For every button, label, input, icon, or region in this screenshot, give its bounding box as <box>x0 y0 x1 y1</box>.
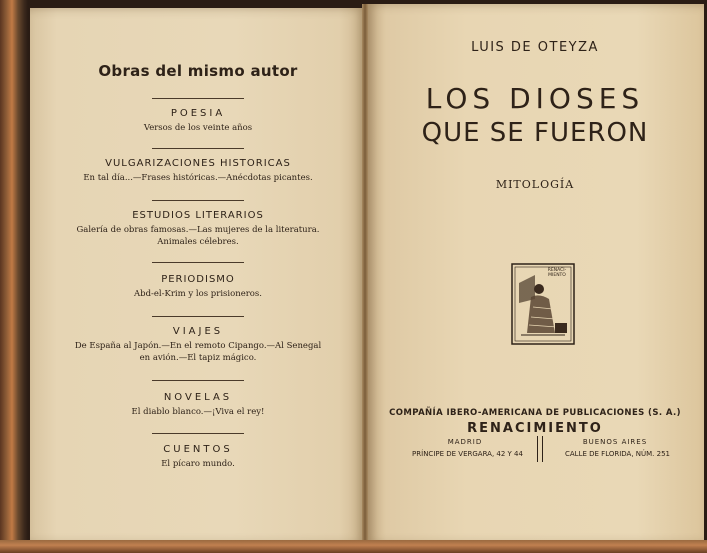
section-title: VULGARIZACIONES HISTORICAS <box>105 158 291 169</box>
section-title: VIAJES <box>172 326 224 337</box>
emblem-label: RENACI-MIENTO <box>547 268 567 278</box>
address-madrid: PRÍNCIPE DE VERGARA, 42 Y 44 <box>412 450 523 458</box>
section-cuentos <box>30 444 366 470</box>
section-periodismo <box>30 274 366 300</box>
section-line: De España al Japón.—En el remoto Cipango.—Al Senegal <box>74 341 322 351</box>
book-bottom-edge <box>0 540 707 553</box>
book-title-line2: QUE SE FUERON <box>421 118 649 148</box>
divider <box>152 433 244 434</box>
section-title: NOVELAS <box>163 392 233 403</box>
section-title: POESIA <box>170 108 226 119</box>
divider <box>152 148 244 149</box>
section-line: El pícaro mundo. <box>161 459 235 469</box>
section-line: en avión.—El tapiz mágico. <box>139 353 257 363</box>
section-line: Versos de los veinte años <box>143 123 253 133</box>
publisher-imprint: RENACIMIENTO <box>467 421 603 436</box>
city-buenos-aires: BUENOS AIRES <box>582 438 648 446</box>
section-title: CUENTOS <box>163 444 233 455</box>
divider <box>152 200 244 201</box>
divider <box>152 98 244 99</box>
section-title: PERIODISMO <box>161 274 235 285</box>
section-line: Animales célebres. <box>157 237 239 247</box>
section-title: ESTUDIOS LITERARIOS <box>132 210 264 221</box>
section-estudios <box>30 210 366 248</box>
divider <box>152 316 244 317</box>
book-title-line1: LOS DIOSES <box>425 82 645 115</box>
section-line: El diablo blanco.—¡Viva el rey! <box>131 407 265 417</box>
address-divider <box>537 436 543 462</box>
section-line: Abd-el-Krim y los prisioneros. <box>134 289 262 299</box>
section-vulgarizaciones <box>30 158 366 184</box>
divider <box>152 380 244 381</box>
book-subtitle: MITOLOGÍA <box>495 178 575 191</box>
section-novelas <box>30 392 366 418</box>
section-line: Galería de obras famosas.—Las mujeres de la literatura. <box>76 225 320 235</box>
section-poesia <box>30 108 366 134</box>
publisher-name: COMPAÑÍA IBERO-AMERICANA DE PUBLICACIONES (S. A.) <box>389 408 681 418</box>
address-buenos-aires: CALLE DE FLORIDA, NÚM. 251 <box>565 450 670 458</box>
works-heading: Obras del mismo autor <box>98 62 298 80</box>
divider <box>152 262 244 263</box>
section-viajes <box>30 326 366 364</box>
city-madrid: MADRID <box>447 438 483 446</box>
section-line: En tal día...—Frases históricas.—Anécdotas picantes. <box>83 173 313 183</box>
author-name: LUIS DE OTEYZA <box>471 40 599 55</box>
